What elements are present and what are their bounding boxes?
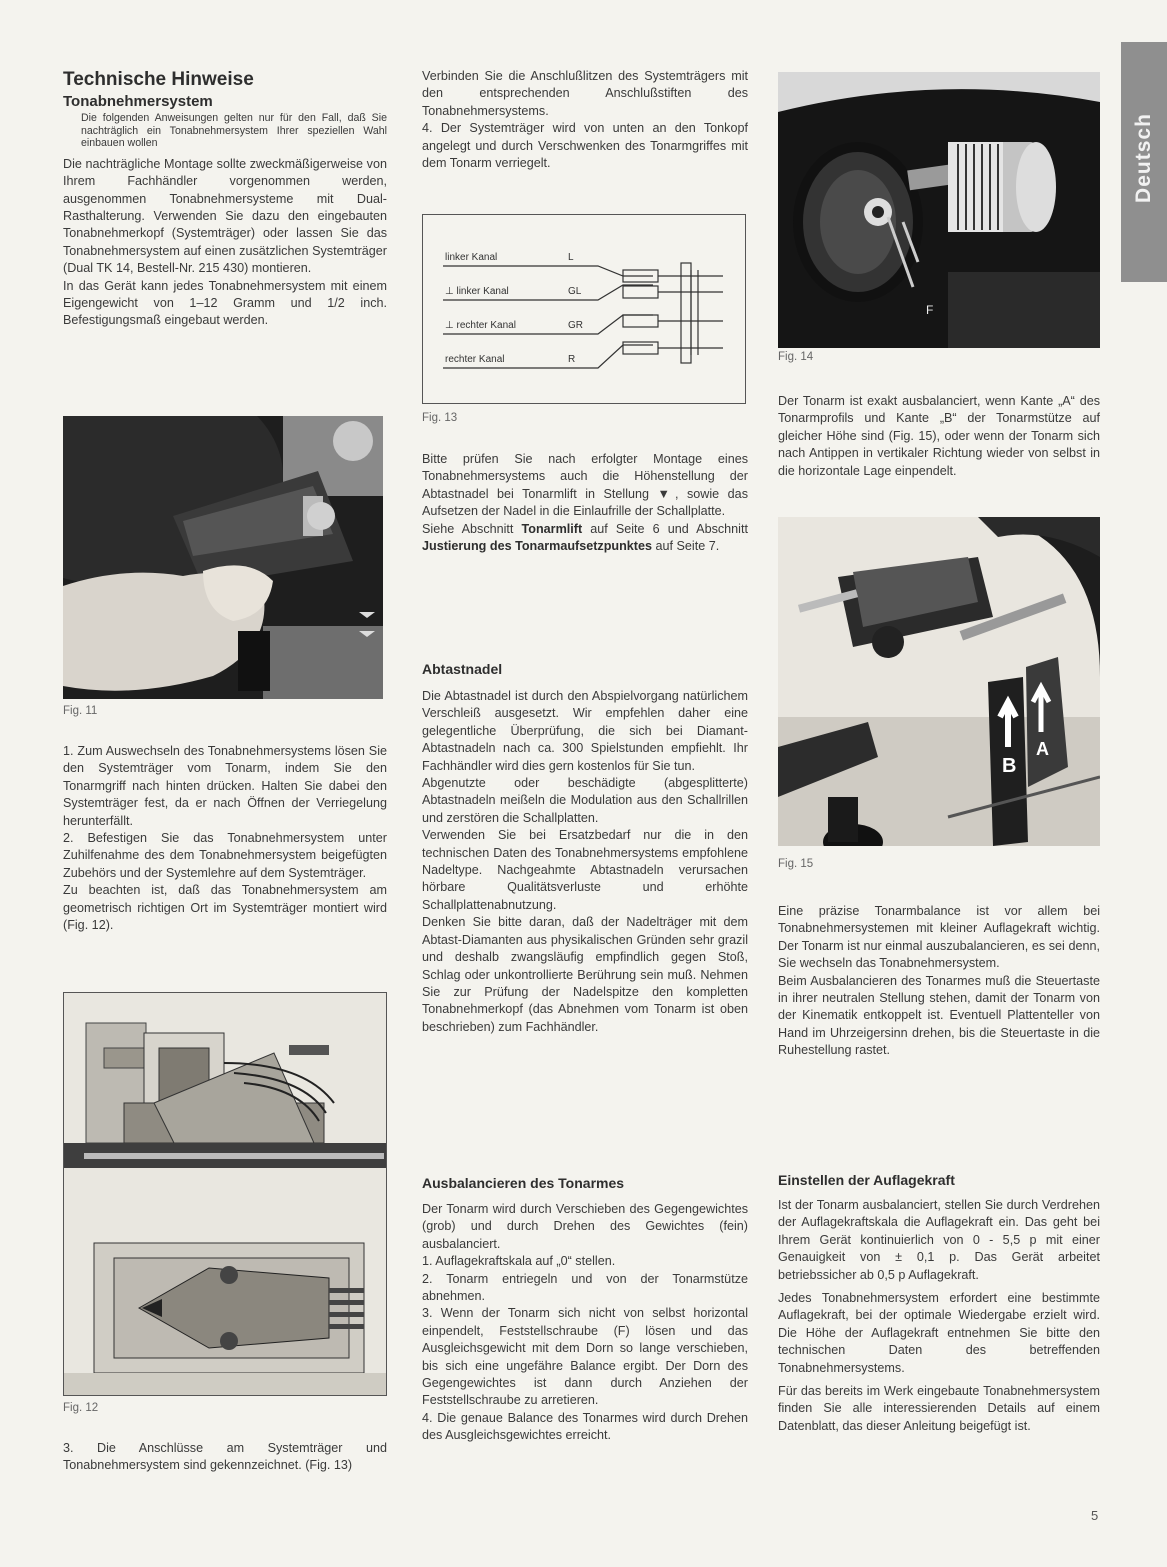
paragraph: Denken Sie bitte daran, daß der Nadelträger mit dem Abtast-Diamanten aus physikalischen Gründen sehr grazil und deshalb zwangsläufig empfindlich gegen Stoß, Schlag oder unkontrollierte Berührung sein muß. Nehmen Sie zur Prüfung der Nadelspitze den kompletten Tonabnehmerkopf (das Abnehmen vom Tonarm ist oben beschrieben) zum Fachhändler. bbox=[422, 915, 748, 1034]
fig15-photo bbox=[778, 517, 1100, 846]
cross-reference bbox=[422, 521, 748, 556]
installation-note: Die folgenden Anweisungen gelten nur für den Fall, daß Sie nachträglich ein Tonabnehmersystem Ihrer speziellen Wahl einbauen wollen bbox=[81, 112, 387, 150]
page-title: Technische Hinweise bbox=[63, 69, 254, 90]
link-justierung: Justierung des Tonarmaufsetzpunktes bbox=[422, 539, 652, 554]
fig14-photo bbox=[778, 72, 1100, 348]
paragraph: Die Abtastnadel ist durch den Abspielvorgang natürlichem Verschleiß ausgesetzt. Wir empfehlen daher eine gelegentliche Überprüfung, die sich bei Diamant-Abtastnadeln nach ca. 300 Spielstunden empfiehlt. Ihr Fachhändler wird dies gern kostenlos für Sie tun. bbox=[422, 689, 748, 773]
column-3-balance bbox=[778, 393, 1100, 480]
fig11-photo bbox=[63, 416, 383, 699]
wire-label-gr: ⊥ rechter Kanal bbox=[445, 320, 516, 331]
fig14-label-f: F bbox=[926, 303, 934, 317]
fig12-caption: Fig. 12 bbox=[63, 1402, 99, 1414]
wire-code-r: R bbox=[568, 354, 576, 365]
text-run: auf Seite 7. bbox=[652, 539, 720, 554]
list-item: 2. Tonarm entriegeln und von der Tonarmstütze abnehmen. bbox=[422, 1271, 748, 1304]
fig14-illustration bbox=[778, 72, 1100, 348]
paragraph: Beim Ausbalancieren des Tonarmes muß die Steuertaste in ihrer neutralen Stellung stehen, damit der Tonarm von der Kinematik entkoppelt ist. Eventuell Plattenteller von Hand im Uhrzeigersinn drehen, bis die Steuertaste in die Ruhestellung rastet. bbox=[778, 973, 1100, 1058]
column-2-montage bbox=[422, 451, 748, 555]
wire-label-gl: ⊥ linker Kanal bbox=[445, 286, 509, 297]
paragraph: Ist der Tonarm ausbalanciert, stellen Sie durch Verdrehen der Auflagekraftskala die Auflagekraft ein. Das geht bei Ihrem Gerät kontinuierlich von 0 - 5,5 p mit einer Genauigkeit von ± 0,1 p. Das Gerät arbeitet betriebssicher ab 0,5 p Auflagekraft. bbox=[778, 1198, 1100, 1282]
fig13-illustration bbox=[423, 215, 745, 403]
language-tab-label: Deutsch bbox=[1132, 113, 1155, 203]
list-item: 1. Auflagekraftskala auf „0“ stellen. bbox=[422, 1254, 616, 1269]
fig14-caption: Fig. 14 bbox=[778, 351, 814, 363]
wire-label-r: rechter Kanal bbox=[445, 354, 505, 365]
paragraph: 2. Befestigen Sie das Tonabnehmersystem unter Zuhilfenahme des dem Tonabnehmersystem beigefügten Zubehörs und der Systemlehre auf dem Systemträger. bbox=[63, 831, 387, 880]
column-3-auflagekraft bbox=[778, 1197, 1100, 1435]
column-2-ausbalancieren bbox=[422, 1201, 748, 1445]
paragraph: Der Tonarm wird durch Verschieben des Gegengewichtes (grob) und durch Drehen des Gewichtes (fein) ausbalanciert. bbox=[422, 1202, 748, 1251]
paragraph: Verwenden Sie bei Ersatzbedarf nur die in den technischen Daten des Tonabnehmersystems empfohlene Nadeltype. Nachgeahmte Abtastnadeln verursachen hörbare Qualitätsverluste und erhöhte Schallplattenabnutzung. bbox=[422, 828, 748, 912]
wire-label-l: linker Kanal bbox=[445, 252, 498, 263]
paragraph: Jedes Tonabnehmersystem erfordert eine bestimmte Auflagekraft, bei der optimale Wiedergabe erzielt wird. Die Höhe der Auflagekraft entnehmen Sie bitte den technischen Daten des betreffenden Tonabnehmersystems. bbox=[778, 1291, 1100, 1375]
link-tonarmlift: Tonarmlift bbox=[521, 521, 583, 536]
section-heading-tonabnehmersystem: Tonabnehmersystem bbox=[63, 93, 213, 110]
column-1-continued bbox=[63, 743, 387, 934]
fig13-caption: Fig. 13 bbox=[422, 412, 458, 424]
paragraph: Bitte prüfen Sie nach erfolgter Montage eines Tonabnehmersystems auch die Höhenstellung der Abtastnadel bei Tonarmlift in Stellung ▼, sowie das Aufsetzen der Nadel in die Einlaufrille der Schallplatte. bbox=[422, 452, 748, 519]
fig15-label-a: A bbox=[1036, 739, 1049, 759]
wire-code-gr: GR bbox=[568, 320, 583, 331]
fig12-illustration bbox=[64, 993, 386, 1395]
section-heading-ausbalancieren: Ausbalancieren des Tonarmes bbox=[422, 1175, 625, 1191]
fig13-wiring-diagram bbox=[422, 214, 746, 404]
paragraph: 4. Der Systemträger wird von unten an den Tonkopf angelegt und durch Verschwenken des Tonarmgriffes mit dem Tonarm verriegelt. bbox=[422, 121, 748, 171]
wire-code-l: L bbox=[568, 252, 574, 263]
paragraph: In das Gerät kann jedes Tonabnehmersystem mit einem Eigengewicht von 1–12 Gramm und 1/2 inch. Befestigungsmaß eingebaut werden. bbox=[63, 278, 387, 328]
fig15-caption: Fig. 15 bbox=[778, 858, 814, 870]
fig11-caption: Fig. 11 bbox=[63, 705, 98, 717]
section-heading-abtastnadel: Abtastnadel bbox=[422, 661, 503, 677]
page-number: 5 bbox=[1091, 1508, 1099, 1523]
column-2-abtastnadel bbox=[422, 688, 748, 1036]
column-3-praezise bbox=[778, 903, 1100, 1060]
section-heading-auflagekraft: Einstellen der Auflagekraft bbox=[778, 1172, 955, 1188]
paragraph: 1. Zum Auswechseln des Tonabnehmersystems lösen Sie den Systemträger vom Tonarm, indem Sie den Tonarmgriff nach hinten drücken. Halten Sie dabei den Systemträger fest, da er nach Öffnen der Verriegelung herunterfällt. bbox=[63, 744, 387, 828]
fig15-label-b: B bbox=[1002, 755, 1017, 777]
text-run: Siehe Abschnitt bbox=[422, 521, 522, 536]
fig12-diagram bbox=[63, 992, 387, 1396]
paragraph: Abgenutzte oder beschädigte (abgesplitterte) Abtastnadeln meißeln die Modulation aus den Schallrillen und zerstören die Schallplatten. bbox=[422, 776, 748, 825]
paragraph: Der Tonarm ist exakt ausbalanciert, wenn Kante „A“ des Tonarmprofils und Kante „B“ der Tonarmstütze auf gleicher Höhe sind (Fig. 15), oder wenn der Tonarm sich nach Antippen in vertikaler Richtung wieder von selbst in die horizontale Lage einpendelt. bbox=[778, 394, 1100, 478]
paragraph: Verbinden Sie die Anschlußlitzen des Systemträgers mit den entsprechenden Anschlußstiften des Tonabnehmersystems. bbox=[422, 69, 748, 118]
fig11-illustration bbox=[63, 416, 383, 699]
fig15-illustration bbox=[778, 517, 1100, 846]
list-item: 4. Die genaue Balance des Tonarmes wird durch Drehen des Ausgleichsgewichtes erreicht. bbox=[422, 1410, 748, 1443]
list-item: 3. Wenn der Tonarm sich nicht von selbst horizontal einpendelt, Feststellschraube (F) lösen und das Ausgleichsgewicht mit dem Dorn so lange verschieben, bis sich eine ungefähre Balance ergibt. Der Dorn des Gegengewichtes ist dann durch Anziehen der Feststellschraube zu arretieren. bbox=[422, 1306, 748, 1408]
column-1-footer bbox=[63, 1440, 387, 1475]
column-2 bbox=[422, 68, 748, 172]
paragraph: Für das bereits im Werk eingebaute Tonabnehmersystem finden Sie alle interessierenden Details auf einem Datenblatt, das dieser Anleitung beigefügt ist. bbox=[778, 1384, 1100, 1433]
language-tab bbox=[1121, 42, 1167, 282]
paragraph: 3. Die Anschlüsse am Systemträger und Tonabnehmersystem sind gekennzeichnet. (Fig. 13) bbox=[63, 1441, 387, 1473]
wire-code-gl: GL bbox=[568, 286, 582, 297]
column-1 bbox=[63, 68, 387, 330]
text-run: auf Seite 6 und Abschnitt bbox=[582, 521, 748, 536]
paragraph: Eine präzise Tonarmbalance ist vor allem bei Tonabnehmersystemen mit kleiner Auflagekraft wichtig. Der Tonarm ist nur einmal auszubalancieren, es sei denn, Sie wechseln das Tonabnehmersystem. bbox=[778, 904, 1100, 971]
paragraph: Die nachträgliche Montage sollte zweckmäßigerweise von Ihrem Fachhändler vorgenommen werden, ausgenommen Tonabnehmersysteme mit Dual-Rasthalterung. Verwenden Sie dazu den eingebauten Tonabnehmerkopf (Systemträger) oder lassen Sie das Tonabnehmersystem auf einen zusätzlichen Systemträger (Dual TK 14, Bestell-Nr. 215 430) montieren. bbox=[63, 156, 387, 276]
paragraph: Zu beachten ist, daß das Tonabnehmersystem am geometrisch richtigen Ort im Systemträger montiert wird (Fig. 12). bbox=[63, 883, 387, 933]
